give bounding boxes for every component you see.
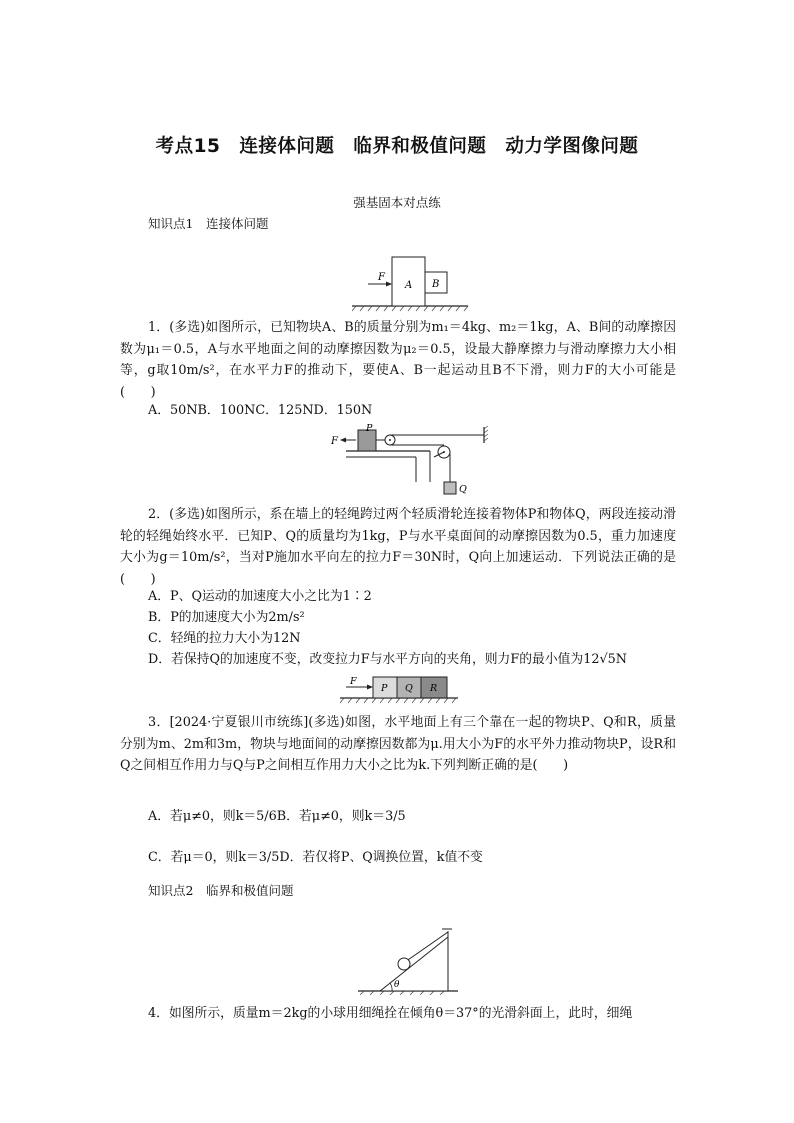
figure-q2 — [330, 424, 494, 498]
knowledge-point-2: 知识点2 临界和极值问题 — [148, 883, 294, 898]
question-4-text: 4．如图所示，质量m＝2kg的小球用细绳拴在倾角θ＝37°的光滑斜面上，此时，细绳 — [148, 1006, 633, 1021]
body-q — [444, 482, 456, 494]
figure-q4 — [354, 925, 462, 995]
angle-label: θ — [394, 980, 400, 990]
question-3-text: 3．[2024·宁夏银川市统练](多选)如图，水平地面上有三个靠在一起的物块P、Q和R，质量分别为m、2m和3m，物块与地面间的动摩擦因数都为μ.用大小为F的水平外力推动物块P，设R和Q之间相互作用力与Q与P之间相互作用力大小之比为k.下列判断正确的是( ) — [120, 715, 676, 773]
figure-q1 — [348, 255, 470, 313]
body-q-label: Q — [459, 484, 467, 495]
block-q-label: Q — [405, 683, 413, 694]
question-3-options-ab: A．若μ≠0，则k＝5/6B．若μ≠0，则k＝3/5 — [148, 809, 406, 824]
question-1-text: 1．(多选)如图所示，已知物块A、B的质量分别为m₁＝4kg、m₂＝1kg，A、B间的动摩擦因数为μ₁＝0.5，A与水平地面之间的动摩擦因数为μ₂＝0.5，设最大静摩擦力与滑动摩擦力大小相等，g取10m/s²，在水平力F的推动下，要使A、B一起运动且B不下滑，则力F的大小可能是( ) — [120, 320, 676, 400]
block-b-label: B — [432, 279, 440, 290]
question-3-options-cd: C．若μ＝0，则k＝3/5D．若仅将P、Q调换位置，k值不变 — [148, 850, 483, 865]
question-2-option-b: B．P的加速度大小为2m/s² — [148, 610, 305, 625]
question-2-option-c: C．轻绳的拉力大小为12N — [148, 631, 301, 646]
section-heading: 强基固本对点练 — [353, 195, 441, 210]
figure-q3 — [338, 674, 460, 704]
block-a-label: A — [405, 280, 413, 291]
force-label: F — [378, 272, 385, 283]
question-2-option-a: A．P、Q运动的加速度大小之比为1∶2 — [148, 589, 372, 604]
question-1-options: A．50NB．100NC．125ND．150N — [148, 403, 373, 418]
block-p-label: P — [381, 683, 388, 694]
question-2-text: 2．(多选)如图所示，系在墙上的轻绳跨过两个轻质滑轮连接着物体P和物体Q，两段连接动滑轮的轻绳始终水平．已知P、Q的质量均为1kg，P与水平桌面间的动摩擦因数为0.5，重力加速度大小为g＝10m/s²，当对P施加水平向左的拉力F＝30N时，Q向上加速运动．下列说法正确的是( ) — [120, 507, 676, 587]
body-p-label: P — [366, 424, 373, 434]
force-label: F — [331, 436, 338, 447]
knowledge-point-1: 知识点1 连接体问题 — [148, 216, 269, 231]
force-label: F — [350, 676, 357, 687]
block-r-label: R — [430, 683, 438, 694]
question-2-option-d: D．若保持Q的加速度不变，改变拉力F与水平方向的夹角，则力F的最小值为12√5N — [148, 652, 627, 667]
ball — [398, 958, 410, 970]
page-title: 考点15 连接体问题 临界和极值问题 动力学图像问题 — [155, 136, 639, 157]
